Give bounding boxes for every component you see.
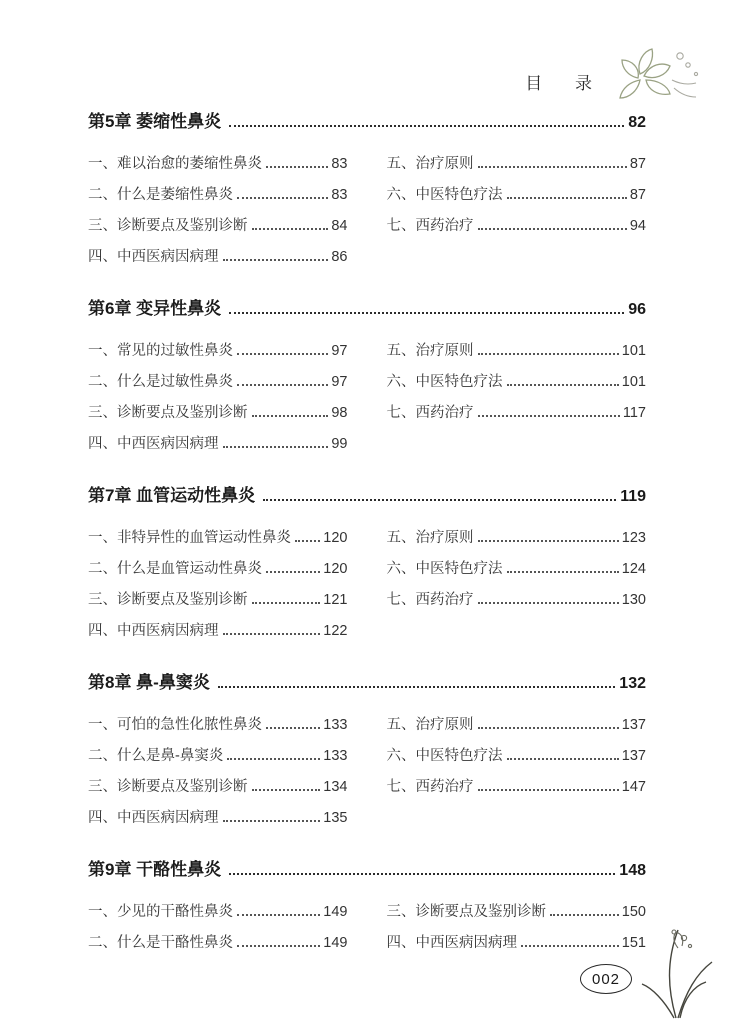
chapter-heading [88,297,646,322]
chapter-left-column [88,710,348,834]
chapter-title: 第8章 鼻-鼻窦炎 [88,673,210,692]
lotus-illustration [608,34,704,110]
toc-item-page: 124 [621,561,646,577]
dot-leader [229,125,624,127]
chapter-columns [88,897,646,959]
toc-item [88,772,348,803]
toc-item-label: 七、西药治疗 [386,779,474,795]
dot-leader [507,197,627,199]
toc-item-label: 一、常见的过敏性鼻炎 [88,343,233,359]
chapters [88,110,646,983]
chapter-left-column [88,523,348,647]
dot-leader [252,228,329,230]
toc-item-page: 149 [323,935,348,951]
toc-item-page: 123 [621,530,646,546]
dot-leader [295,540,320,542]
chapter-right-column [387,149,647,273]
chapter-title: 第9章 干酪性鼻炎 [88,860,222,879]
toc-item-label: 七、西药治疗 [386,218,474,234]
chapter-heading [88,671,646,696]
dot-leader [507,571,619,573]
dot-leader [478,602,619,604]
toc-item [387,710,647,741]
toc-item [88,585,348,616]
toc-item-label: 一、非特异性的血管运动性鼻炎 [88,530,291,546]
toc-item [88,803,348,834]
toc-item-label: 三、诊断要点及鉴别诊断 [88,218,248,234]
toc-item-label: 六、中医特色疗法 [386,561,503,577]
dot-leader [223,446,329,448]
toc-item [387,149,647,180]
chapter-columns [88,710,646,834]
page-number-badge [580,964,632,994]
chapter-page-number: 82 [628,114,646,131]
toc-item-page: 120 [323,561,348,577]
chapter-section [88,484,646,647]
toc-item-page: 99 [331,436,348,452]
dot-leader [478,540,619,542]
chapter-section [88,671,646,834]
dot-leader [223,633,321,635]
dot-leader [223,259,329,261]
toc-item-page: 149 [323,904,348,920]
dot-leader [237,945,320,947]
toc-item-page: 97 [331,374,348,390]
toc-item [88,523,348,554]
toc-item-label: 四、中西医病因病理 [88,436,219,452]
toc-item-label: 四、中西医病因病理 [88,249,219,265]
toc-item-page: 133 [323,748,348,764]
toc-item [387,211,647,242]
toc-item-label: 一、可怕的急性化脓性鼻炎 [88,717,262,733]
toc-item-label: 六、中医特色疗法 [386,748,503,764]
page-number: 002 [591,970,621,988]
dot-leader [478,228,627,230]
toc-item [88,554,348,585]
toc-header-title: 目 录 [525,73,606,93]
toc-item [88,710,348,741]
dot-leader [266,727,320,729]
dot-leader [252,415,329,417]
toc-item [88,242,348,273]
toc-item-page: 94 [629,218,646,234]
toc-item-label: 四、中西医病因病理 [88,810,219,826]
toc-item-label: 一、少见的干酪性鼻炎 [88,904,233,920]
toc-item-label: 五、治疗原则 [386,717,474,733]
toc-item-label: 五、治疗原则 [386,530,474,546]
toc-item-page: 83 [331,187,348,203]
toc-item-page: 120 [323,530,348,546]
chapter-columns [88,523,646,647]
dot-leader [223,820,321,822]
toc-item [387,585,647,616]
chapter-title: 第6章 变异性鼻炎 [88,299,222,318]
dot-leader [237,197,328,199]
chapter-page-number: 119 [620,488,646,505]
toc-item [88,180,348,211]
chapter-right-column [387,523,647,647]
dot-leader [229,312,624,314]
toc-item-page: 147 [621,779,646,795]
dot-leader [237,353,328,355]
toc-item-page: 101 [621,374,646,390]
toc-item-page: 137 [621,748,646,764]
toc-item [387,398,647,429]
toc-item-page: 137 [621,717,646,733]
toc-item [88,928,348,959]
chapter-page-number: 96 [628,301,646,318]
toc-item-page: 122 [323,623,348,639]
toc-item-label: 七、西药治疗 [386,592,474,608]
chapter-section [88,110,646,273]
toc-item [387,180,647,211]
toc-item-page: 133 [323,717,348,733]
dot-leader [478,789,619,791]
dot-leader [237,384,328,386]
toc-item-label: 七、西药治疗 [386,405,474,421]
toc-item [387,554,647,585]
dot-leader [266,571,320,573]
dot-leader [229,873,615,875]
toc-item-label: 六、中医特色疗法 [386,374,503,390]
chapter-heading [88,858,646,883]
dot-leader [478,353,619,355]
toc-item [88,897,348,928]
dot-leader [507,758,619,760]
chapter-section [88,858,646,959]
toc-item [88,336,348,367]
chapter-right-column [387,336,647,460]
toc-item-page: 121 [323,592,348,608]
toc-item-page: 101 [621,343,646,359]
toc-item-page: 86 [331,249,348,265]
toc-item-label: 二、什么是血管运动性鼻炎 [88,561,262,577]
toc-item-label: 二、什么是干酪性鼻炎 [88,935,233,951]
toc-item-label: 三、诊断要点及鉴别诊断 [88,779,248,795]
dot-leader [252,789,321,791]
toc-item [88,741,348,772]
toc-item-page: 151 [621,935,646,951]
chapter-title: 第7章 血管运动性鼻炎 [88,486,256,505]
chapter-columns [88,336,646,460]
toc-item-page: 97 [331,343,348,359]
orchid-illustration [638,916,716,1020]
toc-item-label: 六、中医特色疗法 [386,187,503,203]
toc-item [88,429,348,460]
toc-item-label: 五、治疗原则 [386,156,474,172]
toc-item-page: 84 [331,218,348,234]
toc-item-label: 四、中西医病因病理 [88,623,219,639]
toc-item-page: 150 [621,904,646,920]
dot-leader [478,727,619,729]
dot-leader [478,166,627,168]
chapter-left-column [88,897,348,959]
toc-item-label: 五、治疗原则 [386,343,474,359]
toc-item-label: 三、诊断要点及鉴别诊断 [88,592,248,608]
toc-item-label: 一、难以治愈的萎缩性鼻炎 [88,156,262,172]
toc-item [88,398,348,429]
dot-leader [263,499,616,501]
toc-item-label: 三、诊断要点及鉴别诊断 [88,405,248,421]
chapter-columns [88,149,646,273]
toc-item [387,523,647,554]
chapter-heading [88,110,646,135]
chapter-section [88,297,646,460]
toc-item-page: 134 [323,779,348,795]
chapter-left-column [88,336,348,460]
toc-item [88,367,348,398]
dot-leader [507,384,619,386]
toc-item [88,149,348,180]
toc-item-page: 87 [629,187,646,203]
toc-item-label: 二、什么是萎缩性鼻炎 [88,187,233,203]
dot-leader [237,914,320,916]
chapter-heading [88,484,646,509]
toc-item-page: 87 [629,156,646,172]
toc-item-page: 117 [622,405,646,421]
chapter-page-number: 148 [619,862,646,879]
toc-item [387,336,647,367]
toc-item [387,741,647,772]
toc-item-page: 83 [331,156,348,172]
chapter-title: 第5章 萎缩性鼻炎 [88,112,222,131]
toc-item-page: 135 [323,810,348,826]
dot-leader [227,758,320,760]
dot-leader [218,686,615,688]
toc-item [387,772,647,803]
dot-leader [266,166,328,168]
toc-item [88,616,348,647]
page-header [525,34,704,110]
toc-item [387,367,647,398]
dot-leader [478,415,620,417]
chapter-page-number: 132 [619,675,646,692]
dot-leader [252,602,321,604]
toc-item-label: 四、中西医病因病理 [386,935,517,951]
toc-item-label: 二、什么是过敏性鼻炎 [88,374,233,390]
toc-item-page: 98 [331,405,348,421]
toc-item-label: 二、什么是鼻-鼻窦炎 [88,748,224,764]
chapter-right-column [387,710,647,834]
chapter-left-column [88,149,348,273]
page-footer [580,916,716,1020]
toc-item-page: 130 [621,592,646,608]
toc-item-label: 三、诊断要点及鉴别诊断 [386,904,546,920]
toc-item [88,211,348,242]
